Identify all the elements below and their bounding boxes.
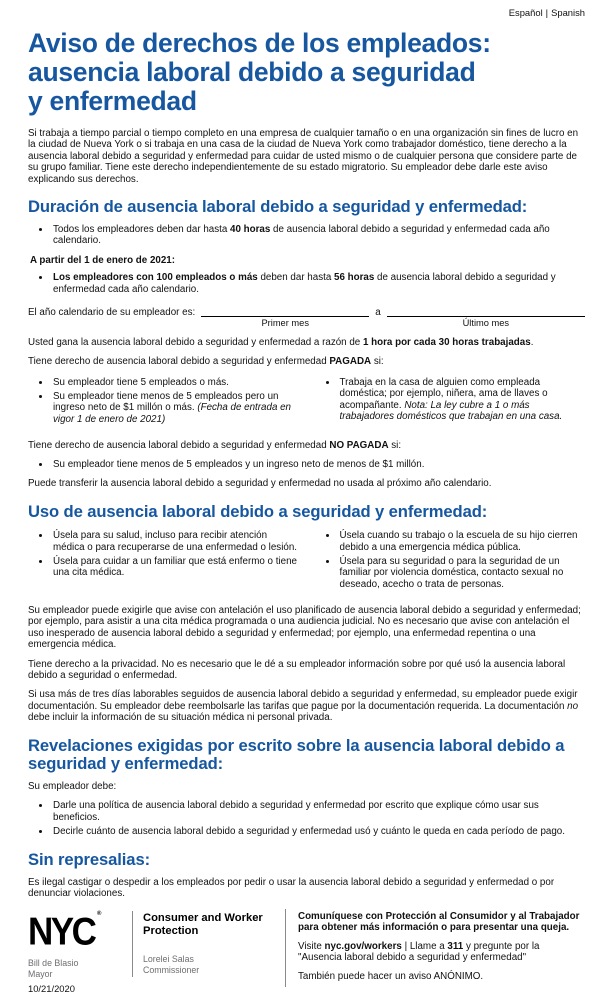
usage-columns	[28, 528, 585, 597]
usage-bullet-family-care: • Úsela para cuidar a un familiar que está enfermo o tiene una cita médica.	[51, 556, 299, 579]
last-month-blank-line[interactable]	[387, 307, 585, 317]
usage-bullet-health: • Úsela para su salud, incluso para recibir atención médica o para recuperarse de una enfermedad o lesión.	[51, 530, 299, 553]
commissioner-name: Lorelei Salas	[143, 954, 194, 965]
mayor-name: Bill de Blasio	[28, 958, 79, 969]
unpaid-bullet: • Su empleador tiene menos de 5 empleados y un ingreso neto de menos de $1 millón.	[51, 459, 585, 471]
footer-divider-right	[285, 909, 286, 987]
retaliation-paragraph: Es ilegal castigar o despedir a los empleados por pedir o usar la ausencia laboral debido a seguridad y enfermedad o por denunciar violaciones.	[28, 876, 555, 900]
commissioner-signature	[143, 954, 275, 976]
bullet-all-employers: • Todos los empleadores deben dar hasta 40 horas de ausencia laboral debido a seguridad y enfermedad cada año calendario.	[51, 224, 585, 247]
accrual-paragraph: Usted gana la ausencia laboral debido a seguridad y enfermedad a razón de 1 hora por cada 30 horas trabajadas.	[28, 336, 534, 348]
intro-paragraph: Si trabaja a tiempo parcial o tiempo completo en una empresa de cualquier tamaño o en una organización sin fines de lucro en la ciudad de Nueva York o si trabaja en una casa de la ciudad de Nueva York como trabajador doméstico, tiene derecho a la ausencia laboral debido a seguridad y enfermedad para cuidar de usted mismo o de cualquier persona que considere parte de su grupo familiar. Tiene este derecho independientemente de su estado migratorio. Su empleador debe darle este aviso explicando sus derechos.	[28, 127, 579, 185]
contact-heading: Comuníquese con Protección al Consumidor y al Trabajador para obtener más información o para presentar una queja.	[298, 910, 580, 934]
calendar-year-row	[28, 307, 585, 330]
first-month-blank-line[interactable]	[201, 307, 369, 317]
first-month-label: Primer mes	[261, 318, 309, 329]
nyc-logo-block	[28, 909, 132, 980]
agency-block	[143, 909, 275, 976]
paid-leave-columns	[28, 375, 585, 433]
mayor-signature	[28, 958, 132, 980]
paid-leave-right-list	[315, 377, 586, 423]
nyc-logo: NYC ®	[28, 909, 102, 954]
contact-line: Visite nyc.gov/workers | Llame a 311 y pregunte por la "Ausencia laboral debido a seguridad y enfermedad"	[298, 940, 540, 964]
usage-bullet-safety: • Úsela para su seguridad o para la seguridad de un familiar por violencia doméstica, contacto sexual no deseado, acecho o trata de personas.	[338, 556, 586, 591]
duration-bullet-list	[28, 224, 585, 247]
paid-leave-left-column	[28, 375, 299, 433]
paid-leave-left-list	[28, 377, 299, 426]
paid-bullet-net-income: • Su empleador tiene menos de 5 empleados pero un ingreso neto de $1 millón o más. (Fecha de entrada en vigor 1 de enero de 2021)	[51, 391, 299, 426]
section-heading-retaliation: Sin represalias:	[28, 849, 150, 869]
usage-left-list	[28, 530, 299, 579]
disclosure-bullet-policy: • Darle una política de ausencia laboral debido a seguridad y enfermedad por escrito que explique cómo usar sus beneficios.	[51, 800, 585, 823]
calendar-year-connector: a	[375, 306, 381, 318]
effective-date-subhead: A partir del 1 de enero de 2021:	[30, 254, 176, 266]
disclosures-intro: Su empleador debe:	[28, 781, 117, 793]
footer	[28, 909, 585, 990]
advance-notice-paragraph: Su empleador puede exigirle que avise con antelación el uso planificado de ausencia laboral debido a seguridad y enfermedad; por ejemplo, para asistir a una cita médica programada o una audiencia judicial. No es necesario que avise con antelación el uso inesperado de ausencia laboral debido a seguridad y enfermedad; por ejemplo, una enfermedad repentina o una emergencia médica.	[28, 604, 581, 651]
paid-bullet-domestic-worker: • Trabaja en la casa de alguien como empleada doméstica; por ejemplo, niñera, ama de llaves o acompañante. Nota: La ley cubre a 1 o más trabajadores domésticos que trabajan en una casa.	[338, 377, 586, 423]
carryover-paragraph: Puede transferir la ausencia laboral debido a seguridad y enfermedad no usada al próximo año calendario.	[28, 477, 492, 489]
language-toggle	[28, 4, 585, 20]
paid-bullet-5-employees: • Su empleador tiene 5 empleados o más.	[51, 377, 299, 389]
page-title	[28, 29, 585, 116]
documentation-paragraph: Si usa más de tres días laborables seguidos de ausencia laboral debido a seguridad y enfermedad, su empleador puede exigir documentación. Su empleador debe reembolsarle las tarifas que pague por la documentación requerida. La documentación no debe incluir la información de su situación médica ni personal privada.	[28, 689, 579, 724]
first-month-field[interactable]	[201, 307, 369, 329]
language-label-english: Spanish	[551, 7, 585, 18]
page-title-line-1: Aviso de derechos de los empleados:	[28, 28, 491, 59]
unpaid-leave-list	[28, 459, 585, 471]
section-heading-disclosures: Revelaciones exigidas por escrito sobre la ausencia laboral debido a seguridad y enfermedad:	[28, 735, 565, 774]
disclosures-list	[28, 800, 585, 837]
footer-divider-left	[132, 911, 133, 977]
section-heading-duration: Duración de ausencia laboral debido a seguridad y enfermedad:	[28, 197, 528, 217]
section-heading-usage: Uso de ausencia laboral debido a seguridad y enfermedad:	[28, 501, 488, 521]
usage-right-column	[315, 528, 586, 597]
mayor-title: Mayor	[28, 969, 53, 980]
anonymous-line: También puede hacer un aviso ANÓNIMO.	[298, 970, 484, 982]
page-title-line-2: ausencia laboral debido a seguridad	[28, 57, 476, 88]
last-month-field[interactable]	[387, 307, 585, 329]
document-date: 10/21/2020	[28, 982, 75, 994]
language-divider: |	[545, 7, 549, 18]
last-month-label: Último mes	[462, 318, 510, 329]
privacy-paragraph: Tiene derecho a la privacidad. No es necesario que le dé a su empleador información sobre por qué usó la ausencia laboral debido a seguridad o enfermedad.	[28, 658, 566, 682]
duration-bullet-list-2021	[28, 272, 585, 295]
trademark-mark: ®	[96, 910, 102, 918]
calendar-year-label: El año calendario de su empleador es:	[28, 306, 196, 318]
page-title-line-3: y enfermedad	[28, 86, 197, 117]
language-label-spanish: Español	[508, 7, 543, 18]
contact-block	[298, 909, 585, 990]
commissioner-title: Commissioner	[143, 965, 200, 976]
bullet-100-employees: • Los empleadores con 100 empleados o más deben dar hasta 56 horas de ausencia laboral debido a seguridad y enfermedad cada año calendario.	[51, 272, 585, 295]
usage-left-column	[28, 528, 299, 597]
paid-leave-right-column	[315, 375, 586, 433]
disclosure-bullet-balance: • Decirle cuánto de ausencia laboral debido a seguridad y enfermedad usó y cuánto le queda en cada período de pago.	[51, 826, 585, 838]
unpaid-leave-intro: Tiene derecho de ausencia laboral debido a seguridad y enfermedad NO PAGADA si:	[28, 439, 402, 451]
agency-name: Consumer and Worker Protection	[143, 911, 263, 937]
paid-leave-intro: Tiene derecho de ausencia laboral debido a seguridad y enfermedad PAGADA si:	[28, 355, 384, 367]
usage-bullet-public-emergency: • Úsela cuando su trabajo o la escuela de su hijo cierren debido a una emergencia médica pública.	[338, 530, 586, 553]
usage-right-list	[315, 530, 586, 590]
